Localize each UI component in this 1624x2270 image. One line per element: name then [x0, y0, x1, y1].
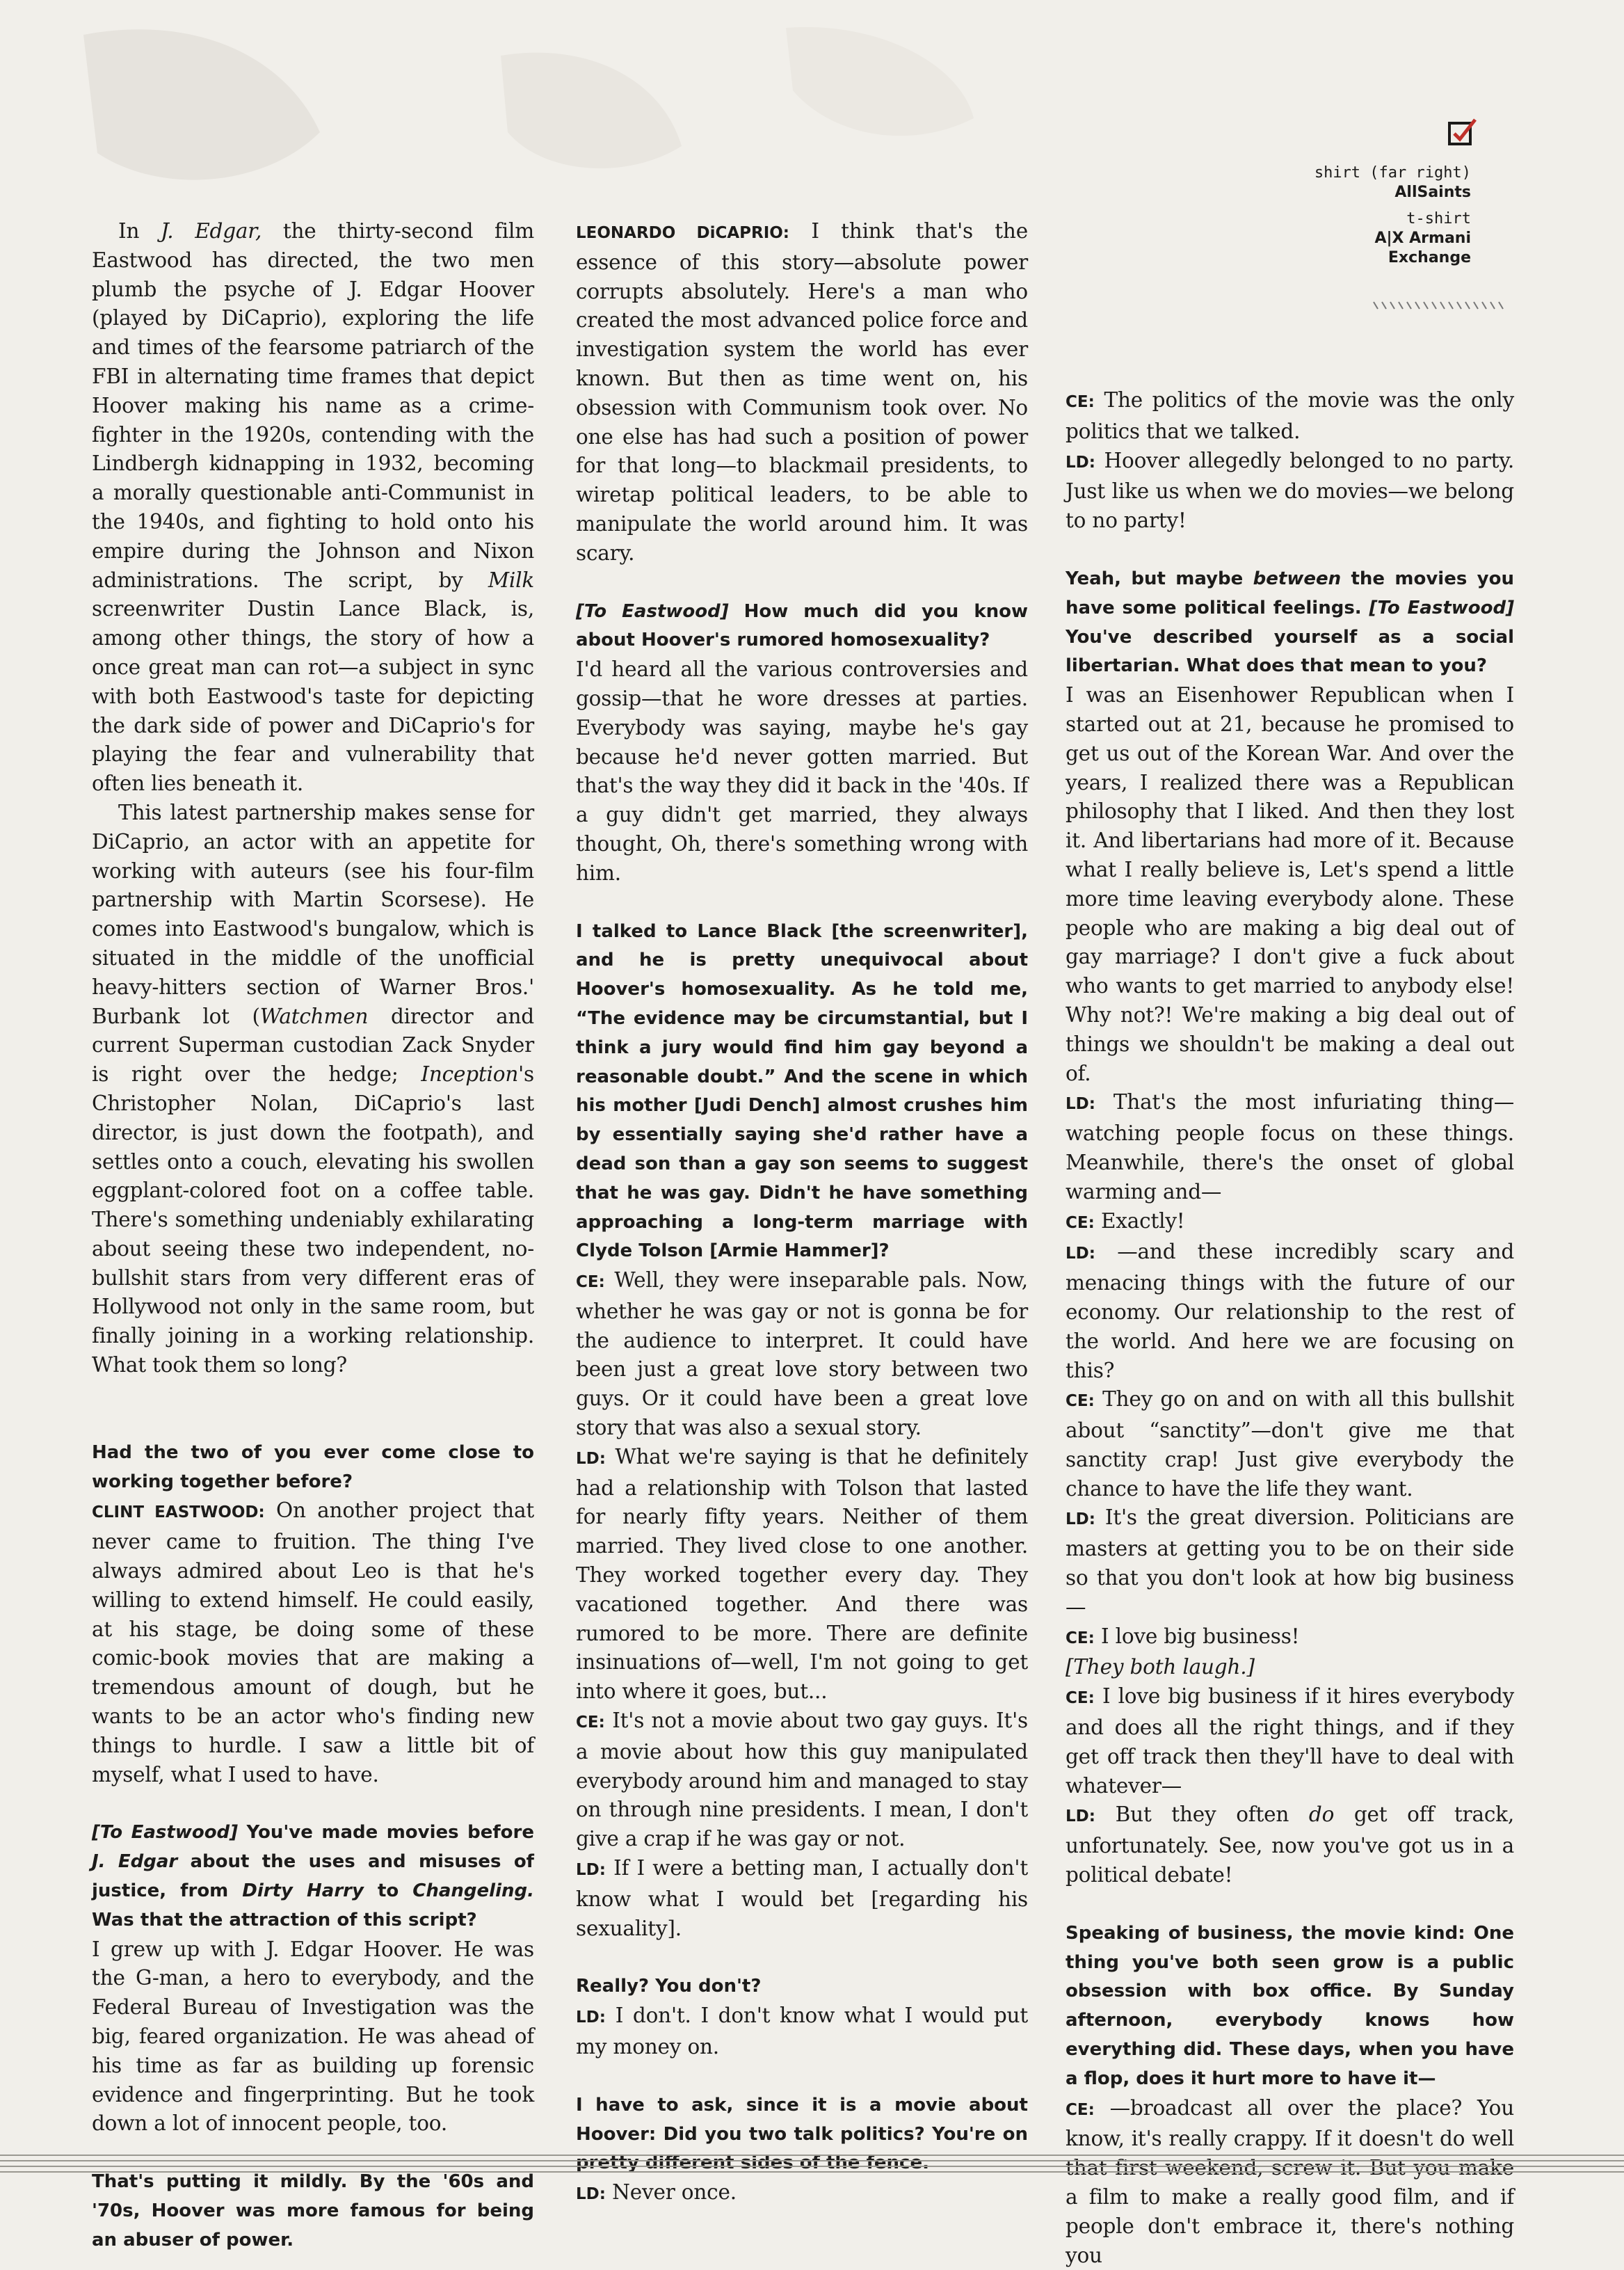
speaker-label: LD: — [576, 1861, 606, 1880]
interview-answer: CE: I love big business! — [1066, 1624, 1300, 1648]
speaker-label: LD: — [1066, 1510, 1095, 1529]
interview-answer: CE: I love big business if it hires everybody and does all the right things, and if they get off track then they'll have to deal with whatever— — [1066, 1684, 1514, 1798]
interview-answer: CE: They go on and on with all this bullshit about “sanctity”—don't give me that sanctity crap! Just give everybody the chance to have the life they want. — [1066, 1387, 1514, 1501]
body-paragraph: In J. Edgar, the thirty-second film Eastwood has directed, the two men plumb the psyche of J. Edgar Hoover (played by DiCaprio), exploring the life and times of the fearsome patriarch of the FBI in alternating time frames that depict Hoover making his name as a crime-fighter in the 1920s, contending with the Lindbergh kidnapping in 1932, becoming a morally questionable anti-Communist in the 1940s, and fighting to hold onto his empire during the Johnson and Nixon administrations. The script, by Milk screenwriter Dustin Lance Black, is, among other things, the story of how a once great man can rot—a subject in sync with both Eastwood's taste for depicting the dark side of power and DiCaprio's for playing the fear and vulnerability that often lies beneath it. — [92, 219, 534, 796]
speaker-label: CE: — [1066, 2100, 1095, 2119]
interview-question: [To Eastwood] How much did you know about Hoover's rumored homosexuality? — [576, 600, 1029, 651]
speaker-label: LD: — [576, 2185, 606, 2204]
speaker-label: CLINT EASTWOOD: — [92, 1503, 265, 1522]
interview-answer: LD: Never once. — [576, 2180, 737, 2205]
body-paragraph: This latest partnership makes sense for DiCaprio, an actor with an appetite for working with auteurs (see his four-film partnership with Martin Scorsese). He comes into Eastwood's bungalow, which is situated in the middle of the unofficial heavy-hitters section of Warner Bros.' Burbank lot (Watchmen director and current Superman custodian Zack Snyder is right over the hedge; Inception's Christopher Nolan, DiCaprio's last director, is just down the footpath), and settles onto a couch, elevating his swollen eggplant-colored foot on a coffee table. There's something undeniably exhilarating about seeing these two independent, no-bullshit stars from very different eras of Hollywood not only in the same room, but finally joining in a working relationship. What took them so long? — [92, 800, 534, 1377]
interview-question: Really? You don't? — [576, 1976, 762, 1997]
speaker-label: LD: — [1066, 1807, 1095, 1826]
credit-item-brand: A|X Armani — [1374, 230, 1471, 247]
interview-answer: CE: Well, they were inseparable pals. Now, whether he was gay or not is gonna be for the audience to interpret. It could have been just a great love story between two guys. Or it could have been a great love story that was also a sexual story. — [576, 1268, 1028, 1440]
speaker-label: CE: — [1066, 1629, 1095, 1647]
interview-question: Had the two of you ever come close to working together before? — [92, 1441, 534, 1492]
interview-answer: LD: That's the most infuriating thing—watching people focus on these things. Meanwhile, there's the onset of global warming and— — [1066, 1090, 1514, 1204]
interview-answer: CE: The politics of the movie was the only politics that we talked. — [1066, 388, 1514, 443]
speaker-label: LD: — [576, 2008, 606, 2027]
interview-question: I talked to Lance Black [the screenwriter], and he is pretty unequivocal about Hoover's homosexuality. As he told me, “The evidence may be circumstantial, but I think a jury would find him gay beyond a reasonable doubt.” And the scene in which his mother [Judi Dench] almost crushes him by essentially saying she'd rather have a dead son than a gay son seems to suggest that he was gay. Didn't he have something approaching a long-term marriage with Clyde Tolson [Armie Hammer]? — [576, 920, 1028, 1262]
article-column-2 — [576, 217, 1028, 2209]
credit-item-label: shirt (far right) — [1314, 164, 1471, 182]
credit-item-brand: AllSaints — [1394, 184, 1471, 201]
interview-answer: LD: If I were a betting man, I actually don't know what I would bet [regarding his sexuality]. — [576, 1856, 1028, 1940]
page-footer-rule — [0, 2150, 1624, 2177]
interview-answer: LD: Hoover allegedly belonged to no party. Just like us when we do movies—we belong to no party! — [1066, 448, 1514, 533]
interview-answer: CE: Exactly! — [1066, 1208, 1185, 1233]
speaker-label: CE: — [1066, 1213, 1095, 1232]
stage-direction: [They both laugh.] — [1066, 1655, 1255, 1679]
interview-answer: LD: I don't. I don't know what I would put my money on. — [576, 2004, 1028, 2059]
interview-answer: LD: What we're saying is that he definitely had a relationship with Tolson that lasted for nearly fifty years. Neither of them married. They lived close to one another. They worked together every day. They vacationed together. And there was rumored to be more. There are definite insinuations of—well, I'm not going to get into where it goes, but... — [576, 1444, 1028, 1704]
interview-question: Speaking of business, the movie kind: One thing you've both seen grow is a public obsession with box office. By Sunday afternoon, everybody knows how everything did. These days, when you have a flop, does it hurt more to have it— — [1066, 1922, 1514, 2089]
checkmark-box-icon — [1447, 117, 1478, 147]
speaker-label: LD: — [576, 1449, 606, 1468]
interview-answer: LD: It's the great diversion. Politicians are masters at getting you to be on their side so that you don't look at how big business— — [1066, 1505, 1514, 1619]
interview-answer: CLINT EASTWOOD: On another project that never came to fruition. The thing I've always admired about Leo is that he's willing to extend himself. He could easily, at his stage, be doing some of these comic-book movies that are making a tremendous amount of dough, but he wants to be an actor who's finding new things to hurdle. I saw a little bit of myself, what I used to have. — [92, 1498, 534, 1787]
speaker-label: CE: — [1066, 393, 1095, 411]
interview-question: I have to ask, since it is a movie about Hoover: Did you two talk politics? You're on pretty different sides of the fence. — [576, 2094, 1028, 2174]
interview-answer: LEONARDO DiCAPRIO: I think that's the essence of this story—absolute power corrupts absolutely. Here's a man who created the most advanced police force and investigation system the world has ever known. But then as time went on, his obsession with Communism took over. No one else has had such a position of power for that long—to blackmail presidents, to wiretap political leaders, to be able to manipulate the world around him. It was scary. — [576, 219, 1028, 565]
interview-answer: I'd heard all the various controversies and gossip—that he wore dresses at parties. Everybody was saying, maybe he's gay because he'd never gotten married. But that's the way they did it back in the '40s. If a guy didn't get married, they always thought, Oh, there's something wrong with him. — [576, 657, 1028, 885]
fashion-credits — [1315, 163, 1471, 275]
speaker-label: LEONARDO DiCAPRIO: — [576, 224, 790, 242]
interview-question: [To Eastwood] You've made movies before J. Edgar about the uses and misuses of justice, from Dirty Harry to Changeling. Was that the attraction of this script? — [92, 1822, 534, 1931]
speaker-label: CE: — [576, 1273, 605, 1292]
credit-item-brand: Exchange — [1388, 249, 1471, 266]
article-column-1 — [92, 217, 534, 2255]
interview-answer: CE: —broadcast all over the place? You know, it's really crappy. If it doesn't do well that first weekend, screw it. But you make a film to make a really good film, and if people don't embrace it, there's nothing you — [1066, 2095, 1514, 2267]
speaker-label: CE: — [576, 1713, 605, 1732]
interview-answer: CE: It's not a movie about two gay guys. It's a movie about how this guy manipulated everybody around him and managed to stay on through nine presidents. I mean, I don't give a crap if he was gay or not. — [576, 1709, 1028, 1851]
tick-marks-divider — [1372, 299, 1504, 312]
interview-answer: I was an Eisenhower Republican when I started out at 21, because he promised to get us out of the Korean War. And over the years, I realized there was a Republican philosophy that I liked. And then they lost it. And libertarians had more of it. Because what I really believe is, Let's spend a little more time leaving everybody alone. These people who are making a big deal out of gay marriage? I don't give a fuck about who wants to get married to anybody else! Why not?! We're making a big deal out of things we shouldn't be making a deal out of. — [1066, 683, 1514, 1085]
credit-item-label: t-shirt — [1406, 210, 1471, 227]
speaker-label: LD: — [1066, 1095, 1095, 1114]
speaker-label: LD: — [1066, 453, 1095, 472]
speaker-label: LD: — [1066, 1245, 1095, 1263]
interview-answer: LD: —and these incredibly scary and menacing things with the future of our economy. Our relationship to the rest of the world. And here we are focusing on this? — [1066, 1240, 1514, 1382]
interview-question: Yeah, but maybe between the movies you have some political feelings. [To Eastwood] You've described yourself as a social libertarian. What does that mean to you? — [1066, 568, 1514, 677]
interview-answer: LD: But they often do get off track, unfortunately. See, now you've got us in a political debate! — [1066, 1803, 1515, 1887]
interview-question: That's putting it mildly. By the '60s and '70s, Hoover was more famous for being an abuser of power. — [92, 2171, 534, 2251]
speaker-label: CE: — [1066, 1689, 1095, 1708]
background-photo-bleed — [56, 14, 1029, 243]
interview-answer: I grew up with J. Edgar Hoover. He was the G-man, a hero to everybody, and the Federal Bureau of Investigation was the big, feared organization. He was ahead of his time as far as building up forensic evidence and fingerprinting. But he took down a lot of innocent people, too. — [92, 1937, 534, 2136]
article-column-3 — [1066, 386, 1514, 2270]
speaker-label: CE: — [1066, 1392, 1095, 1411]
